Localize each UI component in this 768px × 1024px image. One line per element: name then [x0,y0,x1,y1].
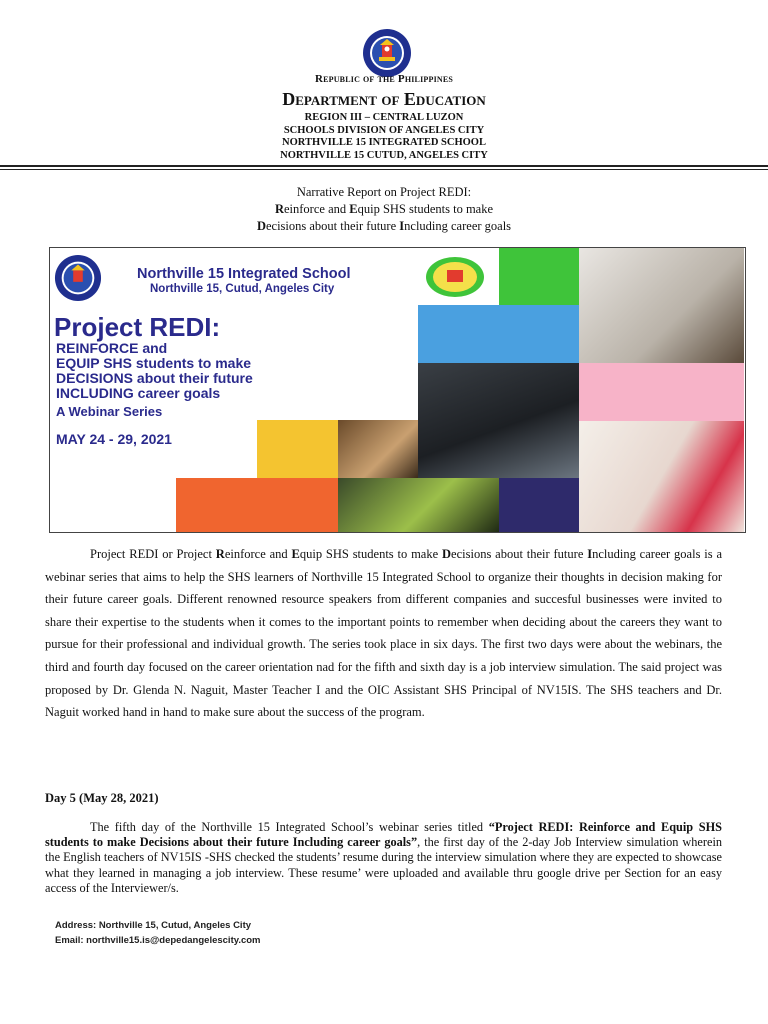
webinar-banner [49,247,746,533]
banner-yellow-block [257,420,338,478]
republic-heading: Republic of the Philippines [314,73,454,85]
day-5-paragraph: The fifth day of the Northville 15 Integrated School’s webinar series titled “Project REDI: Reinforce and Equip SHS students to make Decisions about their future Including career goals”, the first day of the 2-day Job Interview simulation wherein the English teachers of NV15IS -SHS checked the students’ resume during the interview simulation where they are expected to showcase what they learned in managing a job interview. These resume’ were uploaded and available thru google drive per Section for an easy access of the Interviewer/s. [45,820,723,895]
region-line: REGION III – CENTRAL LUZON [304,112,464,123]
header-divider-thin [0,169,768,170]
report-title-line-2: Reinforce and Equip SHS students to make [274,202,494,216]
project-description-paragraph: Project REDI or Project Reinforce and Equip SHS students to make Decisions about their future Including career goals is a webinar series that aims to help the SHS learners of Northville 15 Integrated School to organize their thoughts in decision making for their future career goals. Different renowned resource speakers from different companies and succesful businesses were invited to share their expertise to the students when it comes to the important points to remember when deciding about the careers they want to pursue for their professional and individual growth. The series took place in six days. The first two days were about the webinars, the third and fourth day focused on the career orientation nad for the fifth and sixth day is a job interview simulation. The said project was proposed by Dr. Glenda N. Naguit, Master Teacher I and the OIC Assistant SHS Principal of NV15IS. The SHS teachers and Dr. Naguit worked hand in hand to make sure about the success of the program. [45,547,723,720]
banner-pink-block [579,363,744,421]
banner-purple-block [499,478,579,532]
school-address-line: NORTHVILLE 15 CUTUD, ANGELES CITY [280,149,488,161]
banner-school-address: Northville 15, Cutud, Angeles City [150,283,335,295]
footer-email: Email: northville15.is@depedangelescity.com [55,935,261,946]
drink-photo [338,420,418,478]
day-5-heading: Day 5 (May 28, 2021) [45,791,159,805]
report-title-line-3: Decisions about their future Including career goals [256,219,512,233]
report-title [0,184,768,235]
banner-project-title: Project REDI: [54,312,221,342]
report-title-line-1: Narrative Report on Project REDI: [296,185,472,199]
header-divider [0,165,768,167]
businessman-photo [418,363,579,478]
deped-seal-logo [362,28,412,78]
banner-dates: MAY 24 - 29, 2021 [56,431,172,447]
banner-blue-block [418,305,579,363]
banner-school-name: Northville 15 Integrated School [137,266,351,282]
fashion-photo [579,421,744,532]
laptop-photo [338,478,499,532]
banner-subtitle: REINFORCE and EQUIP SHS students to make DECISIONS about their future INCLUDING career goals [56,340,253,401]
school-line: NORTHVILLE 15 INTEGRATED SCHOOL [282,137,486,148]
department-heading: Department of Education [282,89,486,109]
school-logo [425,256,485,298]
banner-green-block [499,248,579,305]
chef-photo [579,248,744,363]
banner-orange-block [176,478,338,532]
banner-series-label: A Webinar Series [56,404,163,419]
division-line: SCHOOLS DIVISION OF ANGELES CITY [283,124,485,136]
banner-deped-seal-logo [54,254,102,302]
footer-address: Address: Northville 15, Cutud, Angeles City [55,920,252,931]
